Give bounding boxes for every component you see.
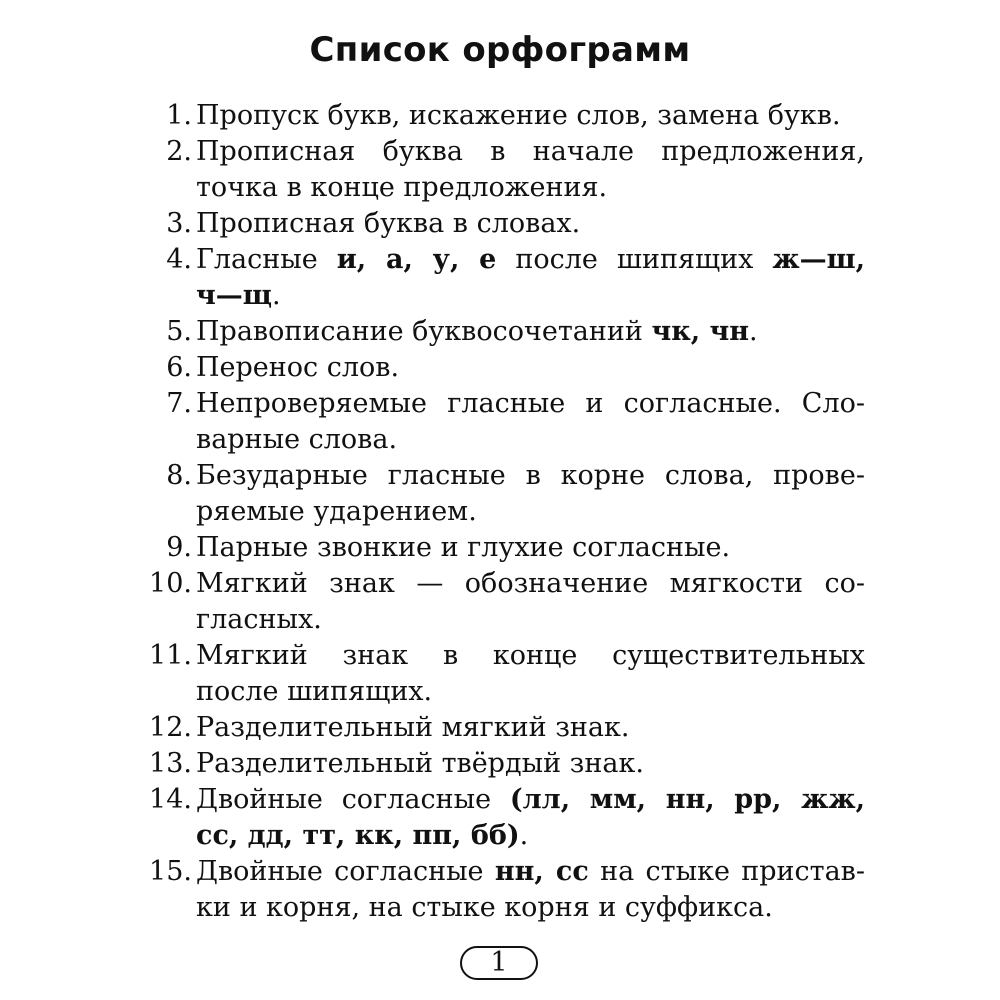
item-text: ч—щ. <box>196 280 281 311</box>
item-text: Мягкий знак — обозначение мягкости со- <box>196 568 865 599</box>
item-number: 1. <box>166 100 192 131</box>
item-text: Правописание буквосочетаний чк, чн. <box>196 316 758 347</box>
item-number: 5. <box>166 316 192 347</box>
item-number: 11. <box>149 640 192 671</box>
page-number: 1 <box>460 946 538 980</box>
list-item <box>130 98 865 134</box>
item-text: Разделительный твёрдый знак. <box>196 748 644 779</box>
item-text: точка в конце предложения. <box>196 172 608 203</box>
item-text: Двойные согласные (лл, мм, нн, рр, жж, <box>196 784 865 815</box>
list-item <box>130 530 865 566</box>
item-number: 13. <box>149 748 192 779</box>
item-number: 7. <box>166 388 192 419</box>
list-item <box>130 206 865 242</box>
item-text: Непроверяемые гласные и согласные. Сло- <box>196 388 865 419</box>
list-item <box>130 386 865 458</box>
list-item <box>130 314 865 350</box>
item-text: Прописная буква в словах. <box>196 208 581 239</box>
item-text: ряемые ударением. <box>196 496 477 527</box>
item-number: 3. <box>166 208 192 239</box>
item-text: ки и корня, на стыке корня и суффикса. <box>196 892 773 923</box>
list-item <box>130 854 865 926</box>
item-number: 12. <box>149 712 192 743</box>
list-item <box>130 782 865 854</box>
item-text: Пропуск букв, искажение слов, замена букв. <box>196 100 841 131</box>
list-item <box>130 458 865 530</box>
item-text: Мягкий знак в конце существительных <box>196 640 865 671</box>
list-item <box>130 566 865 638</box>
item-text: гласных. <box>196 604 322 635</box>
spelling-rules-list <box>130 98 865 926</box>
item-number: 10. <box>149 568 192 599</box>
item-number: 2. <box>166 136 192 167</box>
item-text: Безударные гласные в корне слова, прове- <box>196 460 865 491</box>
page-title: Список орфограмм <box>309 30 691 70</box>
list-item <box>130 134 865 206</box>
item-number: 15. <box>149 856 192 887</box>
item-text: Гласные и, а, у, е после шипящих ж—ш, <box>196 244 865 275</box>
list-item <box>130 242 865 314</box>
item-number: 9. <box>166 532 192 563</box>
item-text: после шипящих. <box>196 676 433 707</box>
item-text: Парные звонкие и глухие согласные. <box>196 532 731 563</box>
item-number: 4. <box>166 244 192 275</box>
list-item <box>130 710 865 746</box>
item-text: Разделительный мягкий знак. <box>196 712 630 743</box>
item-text: варные слова. <box>196 424 398 455</box>
item-number: 6. <box>166 352 192 383</box>
item-text: Двойные согласные нн, сс на стыке пристав- <box>196 856 865 887</box>
list-item <box>130 746 865 782</box>
item-text: Прописная буква в начале предложения, <box>196 136 865 167</box>
list-item <box>130 350 865 386</box>
item-text: сс, дд, тт, кк, пп, бб). <box>196 820 529 851</box>
item-number: 14. <box>149 784 192 815</box>
list-item <box>130 638 865 710</box>
item-number: 8. <box>166 460 192 491</box>
item-text: Перенос слов. <box>196 352 400 383</box>
